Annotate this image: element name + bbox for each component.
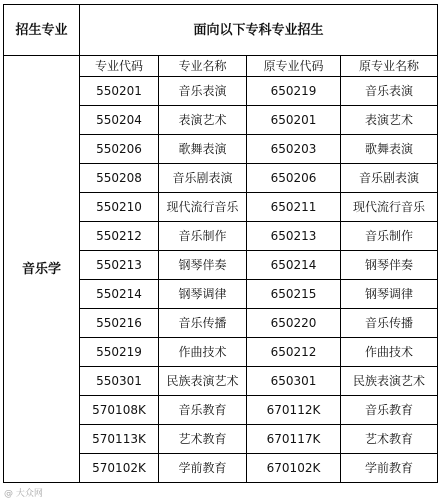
row-old-code: 650201 [247, 106, 341, 135]
row-old-code: 650212 [247, 338, 341, 367]
watermark: @ 大众网 [4, 489, 43, 499]
enrollment-table [3, 4, 438, 483]
row-old-name: 钢琴调律 [341, 280, 438, 309]
row-old-name: 音乐传播 [341, 309, 438, 338]
row-old-code: 670117K [247, 425, 341, 454]
row-name: 艺术教育 [159, 425, 247, 454]
row-old-name: 表演艺术 [341, 106, 438, 135]
row-name: 音乐传播 [159, 309, 247, 338]
row-code: 570102K [80, 454, 159, 483]
subheader-code: 专业代码 [80, 56, 159, 77]
header-eligible-majors: 面向以下专科专业招生 [80, 5, 438, 56]
row-old-code: 650203 [247, 135, 341, 164]
row-old-name: 钢琴伴奏 [341, 251, 438, 280]
row-name: 学前教育 [159, 454, 247, 483]
row-name: 钢琴伴奏 [159, 251, 247, 280]
row-old-name: 学前教育 [341, 454, 438, 483]
row-code: 550212 [80, 222, 159, 251]
row-old-name: 音乐制作 [341, 222, 438, 251]
row-name: 音乐教育 [159, 396, 247, 425]
header-row [4, 5, 438, 56]
row-old-name: 音乐教育 [341, 396, 438, 425]
row-code: 570113K [80, 425, 159, 454]
row-code: 570108K [80, 396, 159, 425]
row-old-name: 现代流行音乐 [341, 193, 438, 222]
row-name: 民族表演艺术 [159, 367, 247, 396]
major-name-cell: 音乐学 [4, 56, 80, 483]
row-old-code: 650206 [247, 164, 341, 193]
row-code: 550213 [80, 251, 159, 280]
row-code: 550216 [80, 309, 159, 338]
row-old-code: 650215 [247, 280, 341, 309]
row-old-name: 音乐表演 [341, 77, 438, 106]
row-name: 音乐剧表演 [159, 164, 247, 193]
row-code: 550206 [80, 135, 159, 164]
row-old-code: 650213 [247, 222, 341, 251]
row-name: 歌舞表演 [159, 135, 247, 164]
subheader-name: 专业名称 [159, 56, 247, 77]
row-name: 音乐制作 [159, 222, 247, 251]
row-old-code: 650301 [247, 367, 341, 396]
row-old-code: 650214 [247, 251, 341, 280]
row-old-name: 艺术教育 [341, 425, 438, 454]
row-code: 550201 [80, 77, 159, 106]
subheader-old-name: 原专业名称 [341, 56, 438, 77]
row-name: 表演艺术 [159, 106, 247, 135]
row-code: 550210 [80, 193, 159, 222]
row-code: 550214 [80, 280, 159, 309]
row-old-name: 民族表演艺术 [341, 367, 438, 396]
subheader-old-code: 原专业代码 [247, 56, 341, 77]
row-old-code: 650219 [247, 77, 341, 106]
row-name: 作曲技术 [159, 338, 247, 367]
row-code: 550301 [80, 367, 159, 396]
header-enrollment-major: 招生专业 [4, 5, 80, 56]
row-old-name: 作曲技术 [341, 338, 438, 367]
row-old-name: 音乐剧表演 [341, 164, 438, 193]
row-name: 钢琴调律 [159, 280, 247, 309]
row-code: 550208 [80, 164, 159, 193]
row-old-code: 650211 [247, 193, 341, 222]
subheader-row [4, 56, 438, 77]
row-code: 550204 [80, 106, 159, 135]
row-old-code: 670102K [247, 454, 341, 483]
row-name: 现代流行音乐 [159, 193, 247, 222]
row-old-name: 歌舞表演 [341, 135, 438, 164]
row-old-code: 650220 [247, 309, 341, 338]
row-code: 550219 [80, 338, 159, 367]
row-name: 音乐表演 [159, 77, 247, 106]
row-old-code: 670112K [247, 396, 341, 425]
